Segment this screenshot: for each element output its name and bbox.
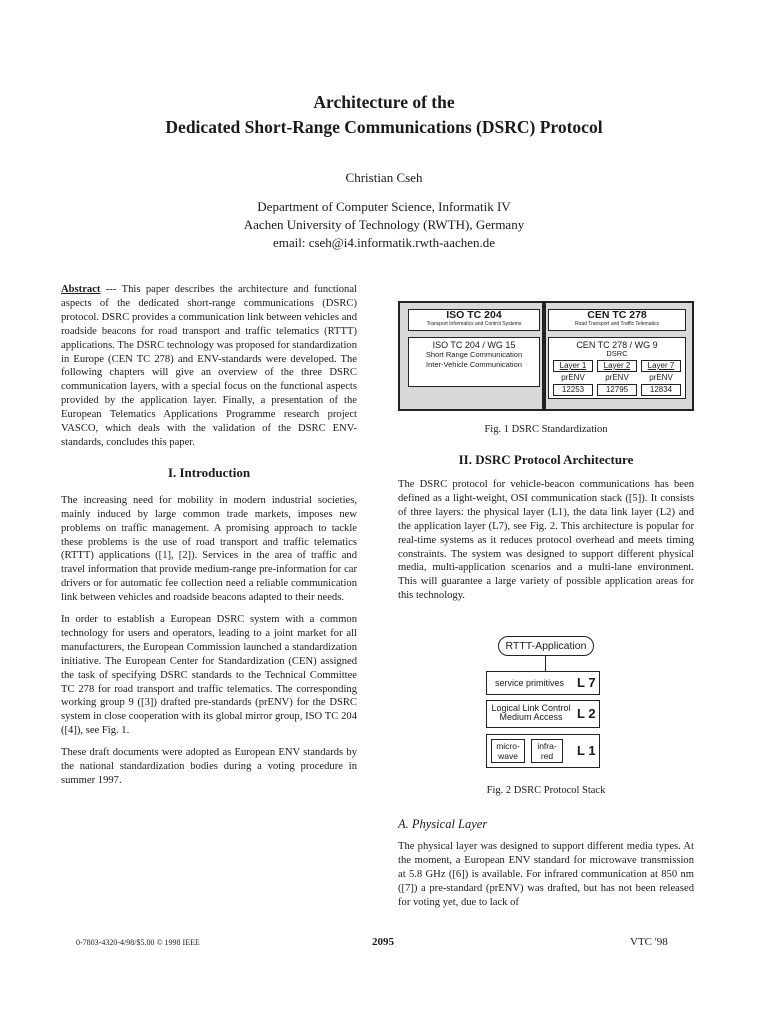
figure-2-protocol-stack — [486, 636, 606, 776]
layer-1-box — [486, 734, 600, 768]
left-column — [61, 283, 357, 796]
cen-tc278-title: CEN TC 278 — [587, 309, 647, 321]
llc-mac-label — [490, 704, 572, 722]
layer1-number: 12253 — [553, 384, 593, 396]
abstract — [61, 283, 357, 450]
layer-2-tag: L 2 — [577, 706, 596, 721]
abstract-text: --- This paper describes the architecture and functional aspects of the dedicated short-range communications (DSRC) protocol. DSRC provides a communication link between vehicles and roadside beacons for road transport and traffic telematics (RTTT) applications. The DSRC technology was proposed for standardization in Europe (CEN TC 278) and ENV-standards were developed. The following chapters will give an overview of the three DSRC communication layers, with a special focus on the functional aspects provided by the application layer. Finally, a presentation of the European Telematics Applications Programme research project VASCO, which deals with the validation of the DSRC ENV-standards, concludes this paper. — [61, 284, 357, 448]
layer7-label: Layer 7 — [641, 360, 681, 372]
intro-paragraph-3: These draft documents were adopted as European ENV standards by the national standardization bodies during a voting procedure in summer 1997. — [61, 747, 357, 786]
figure-1-caption: Fig. 1 DSRC Standardization — [484, 424, 608, 435]
cen-tc278-subtitle: Road Transport and Traffic Telematics — [574, 321, 660, 327]
subsection-a-heading: A. Physical Layer — [398, 817, 488, 831]
iso-wg15-box — [408, 337, 540, 387]
layer2-label: Layer 2 — [597, 360, 637, 372]
layer2-number: 12795 — [597, 384, 637, 396]
intro-paragraph-1: The increasing need for mobility in modern industrial societies, mainly induced by large common trade markets, imposes new problems on traffic management. A promising approach to tackle these problems is the use of road transport and traffic telematics (RTTT) applications ([1], [2]). Services in the area of traffic and travel information that provide medium-range pre-information for car drivers or for automatic fee collection need a reliable communication link between vehicles and roadside beacons adapted to their needs. — [61, 494, 357, 604]
author: Christian Cseh — [345, 170, 423, 185]
figure-2-caption: Fig. 2 DSRC Protocol Stack — [486, 785, 606, 796]
microwave-line1: micro- — [496, 741, 520, 751]
intro-heading: I. Introduction — [167, 464, 251, 480]
layer1-status: prENV — [561, 373, 585, 382]
iso-tc204-box — [408, 309, 540, 331]
layer2-status: prENV — [605, 373, 629, 382]
infrared-box — [531, 739, 563, 763]
affiliation-univ: Aachen University of Technology (RWTH), Germany — [243, 217, 525, 232]
subsection-a-paragraph: The physical layer was designed to support different media types. At the moment, a European ENV standard for microwave transmission at 5.8 GHz ([6]) is available. For infrared communication at 850 nm ([7]) a pre-standard (prENV) was drafted, but has not been released for voting yet, due to lack of — [398, 841, 694, 908]
layer1-label: Layer 1 — [553, 360, 593, 372]
section-2-heading: II. DSRC Protocol Architecture — [458, 452, 634, 467]
mac-label: Medium Access — [499, 712, 563, 722]
infrared-line2: red — [540, 751, 554, 761]
intro-paragraph-2: In order to establish a European DSRC system with a common technology for users and operators, leading to a joint market for all manufacturers, the European Commission launched a standardization initiative. The European Center for Standardization (CEN) assigned the task of specifying DSRC standards to the Technical Committee TC 278 for road transport and traffic telematics. The corresponding working group 9 ([3]) drafted pre-standards (prENV) for the DSRC system in close cooperation with its global mirror group, ISO TC 204 ([4]), see Fig. 1. — [61, 614, 357, 737]
cen-wg9-box — [548, 337, 686, 399]
layer-2-box — [486, 700, 600, 728]
layer-1-tag: L 1 — [577, 743, 596, 758]
affiliation-dept: Department of Computer Science, Informatik IV — [257, 199, 511, 214]
paper-title-line1: Architecture of the — [313, 92, 455, 112]
app-connector-line — [545, 656, 546, 671]
footer-copyright: 0-7803-4320-4/98/$5.00 © 1998 IEEE — [76, 938, 200, 947]
layer7-status: prENV — [649, 373, 673, 382]
figure-1-dsrc-standardization — [398, 301, 694, 411]
layer7-number: 12834 — [641, 384, 681, 396]
iso-wg15-line1: Short Range Communication — [425, 350, 523, 359]
paper-title-line2: Dedicated Short-Range Communications (DSRC) Protocol — [165, 117, 603, 137]
page-number: 2095 — [372, 936, 394, 948]
iso-tc204-subtitle: Transport Informatics and Control Systems — [426, 321, 522, 327]
cen-tc278-box — [548, 309, 686, 331]
microwave-box — [491, 739, 525, 763]
layer-7-box — [486, 671, 600, 695]
iso-wg15-title: ISO TC 204 / WG 15 — [432, 340, 516, 350]
service-primitives-label: service primitives — [495, 678, 565, 688]
iso-tc204-title: ISO TC 204 — [446, 309, 502, 321]
infrared-line1: infra- — [537, 741, 557, 751]
footer-conference: VTC '98 — [630, 936, 668, 948]
section-2-paragraph-1: The DSRC protocol for vehicle-beacon communications has been defined as a light-weight, OSI communication stack ([5]). It consists of three layers: the physical layer (L1), the data link layer (L2) and the application layer (L7), see Fig. 2. This architecture is popular for real-time systems as it reduces protocol overhead and meets timing constraints. The system was designed to support different physical media, multi-application scenarios and a multi-lane environment. This will guarantee a large variety of possible application areas for this technology. — [398, 479, 694, 602]
iso-wg15-line2: Inter-Vehicle Communication — [426, 360, 522, 369]
figure-1-divider — [542, 303, 546, 409]
affiliation-email: email: cseh@i4.informatik.rwth-aachen.de — [272, 235, 496, 250]
cen-wg9-subtitle: DSRC — [606, 349, 628, 358]
rttt-application-box: RTTT-Application — [498, 636, 594, 656]
llc-label: Logical Link Control — [491, 703, 571, 713]
microwave-line2: wave — [498, 751, 518, 761]
layer-7-tag: L 7 — [577, 675, 596, 690]
abstract-label: Abstract — [61, 284, 101, 295]
cen-wg9-title: CEN TC 278 / WG 9 — [576, 340, 658, 350]
